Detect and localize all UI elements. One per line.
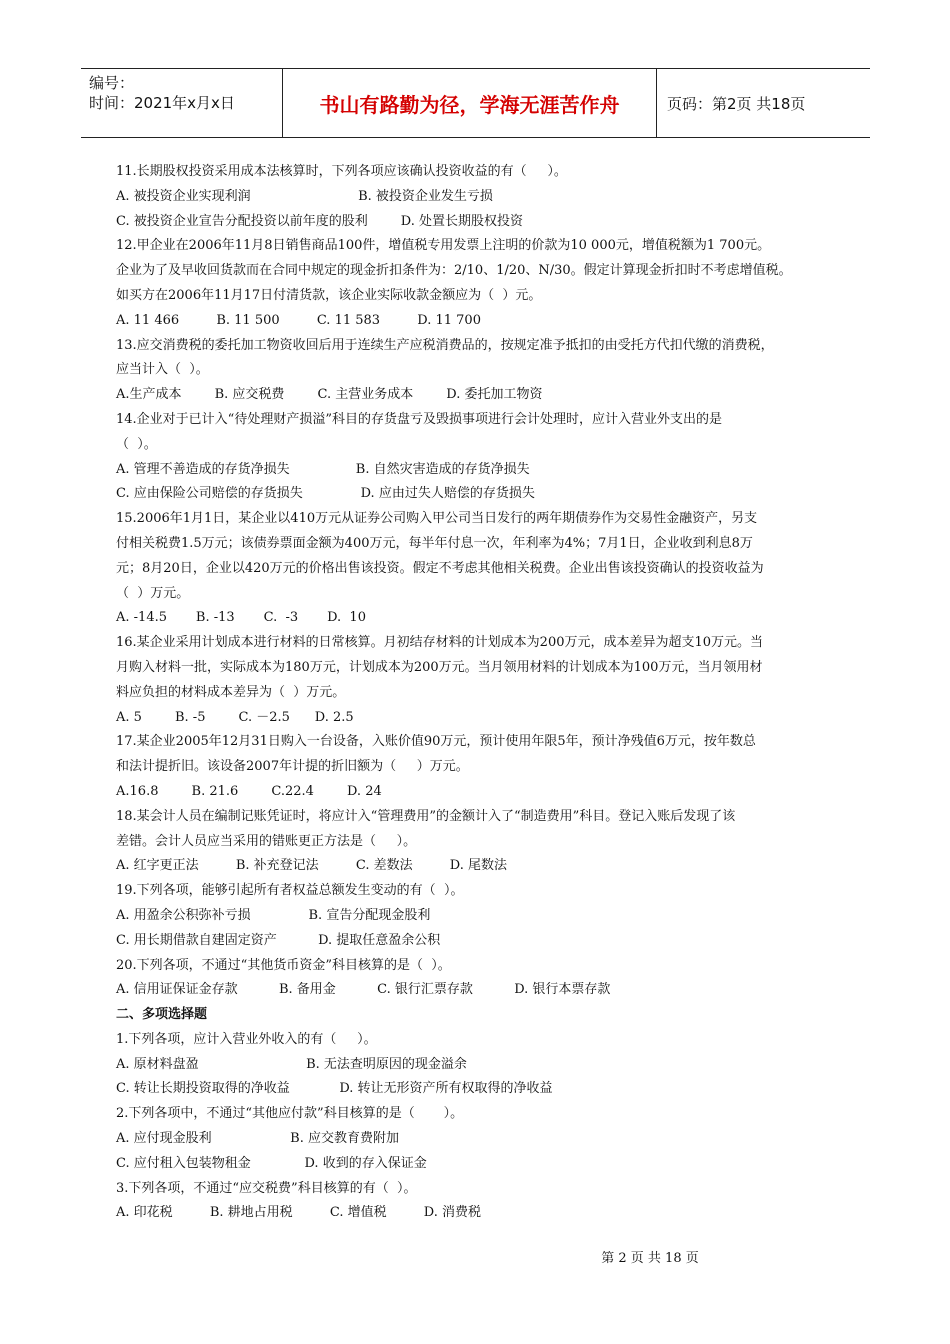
text-line: A. 用盈余公积弥补亏损 B. 宣告分配现金股利 bbox=[116, 907, 431, 923]
text-line: 16.某企业采用计划成本进行材料的日常核算。月初结存材料的计划成本为200万元，成本差异为超支10万元。当 bbox=[116, 635, 764, 651]
text-line: 付相关税费1.5万元；该债券票面金额为400万元，每半年付息一次，年利率为4%；7月1日，企业收到利息8万 bbox=[116, 535, 753, 551]
text-line: A. 11 466 B. 11 500 C. 11 583 D. 11 700 bbox=[116, 312, 481, 328]
text-line: 11.长期股权投资采用成本法核算时，下列各项应该确认投资收益的有（ ）。 bbox=[116, 164, 567, 179]
text-line: C. 应由保险公司赔偿的存货损失 D. 应由过失人赔偿的存货损失 bbox=[116, 486, 535, 502]
text-line: A. 5 B. -5 C. －2.5 D. 2.5 bbox=[116, 709, 354, 725]
text-line: 差错。会计人员应当采用的错账更正方法是（ ）。 bbox=[116, 833, 417, 849]
text-line: （ ）。 bbox=[116, 436, 157, 452]
text-line: 2.下列各项中，不通过“其他应付款”科目核算的是（ ）。 bbox=[116, 1106, 464, 1122]
text-line: A. 应付现金股利 B. 应交教育费附加 bbox=[116, 1131, 399, 1147]
text-line: A. 红字更正法 B. 补充登记法 C. 差数法 D. 尾数法 bbox=[116, 858, 508, 874]
text-line: 17.某企业2005年12月31日购入一台设备，入账价值90万元，预计使用年限5年，预计净残值6万元，按年数总 bbox=[116, 734, 756, 750]
text-line: A. 信用证保证金存款 B. 备用金 C. 银行汇票存款 D. 银行本票存款 bbox=[116, 982, 611, 998]
text-line: 13.应交消费税的委托加工物资收回后用于连续生产应税消费品的，按规定准予抵扣的由受托方代扣代缴的消费税， bbox=[116, 337, 774, 353]
text-line: 14.企业对于已计入“待处理财产损溢”科目的存货盘亏及毁损事项进行会计处理时，应计入营业外支出的是 bbox=[116, 411, 722, 427]
number-label: 编号： bbox=[89, 74, 135, 92]
text-line: 和法计提折旧。该设备2007年计提的折旧额为（ ）万元。 bbox=[116, 759, 469, 775]
text-line: A. 管理不善造成的存货净损失 B. 自然灾害造成的存货净损失 bbox=[116, 461, 530, 477]
text-line: 1.下列各项，应计入营业外收入的有（ ）。 bbox=[116, 1031, 377, 1047]
text-line: （ ）万元。 bbox=[116, 585, 190, 601]
text-line: 12.甲企业在2006年11月8日销售商品100件，增值税专用发票上注明的价款为10 000元，增值税额为1 700元。 bbox=[116, 238, 771, 254]
text-line: 企业为了及早收回货款而在合同中规定的现金折扣条件为：2/10、1/20、N/30。假定计算现金折扣时不考虑增值税。 bbox=[116, 263, 792, 279]
header-slogan: 书山有路勤为径，学海无涯苦作舟 bbox=[283, 69, 657, 137]
text-line: 如买方在2006年11月17日付清货款，该企业实际收款金额应为（ ）元。 bbox=[116, 287, 542, 303]
text-line: A. 被投资企业实现利润 B. 被投资企业发生亏损 bbox=[116, 188, 493, 204]
text-line: 15.2006年1月1日，某企业以410万元从证券公司购入甲公司当日发行的两年期债券作为交易性金融资产，另支 bbox=[116, 511, 758, 527]
text-line: 应当计入（ ）。 bbox=[116, 362, 209, 378]
text-line: 18.某会计人员在编制记账凭证时，将应计入“管理费用”的金额计入了“制造费用”科目。登记入账后发现了该 bbox=[116, 808, 736, 824]
text-line: A.16.8 B. 21.6 C.22.4 D. 24 bbox=[116, 783, 382, 799]
section-heading: 二、多项选择题 bbox=[116, 1007, 208, 1023]
text-line: 月购入材料一批，实际成本为180万元，计划成本为200万元。当月领用材料的计划成本为100万元，当月领用材 bbox=[116, 659, 763, 675]
text-line: A.生产成本 B. 应交税费 C. 主营业务成本 D. 委托加工物资 bbox=[116, 387, 543, 403]
page-header bbox=[81, 68, 870, 138]
text-line: C. 被投资企业宣告分配投资以前年度的股利 D. 处置长期股权投资 bbox=[116, 213, 524, 229]
text-line: 20.下列各项，不通过“其他货币资金”科目核算的是（ ）。 bbox=[116, 957, 451, 973]
header-meta bbox=[81, 69, 283, 137]
text-line: 元；8月20日，企业以420万元的价格出售该投资。假定不考虑其他相关税费。企业出售该投资确认的投资收益为 bbox=[116, 560, 764, 576]
text-line: C. 转让长期投资取得的净收益 D. 转让无形资产所有权取得的净收益 bbox=[116, 1081, 553, 1097]
document-body bbox=[116, 160, 836, 1226]
time-label: 时间：2021年x月x日 bbox=[89, 94, 235, 112]
text-line: A. -14.5 B. -13 C. -3 D. 10 bbox=[116, 610, 366, 626]
text-line: 料应负担的材料成本差异为（ ）万元。 bbox=[116, 684, 346, 700]
page-footer: 第 2 页 共 18 页 bbox=[601, 1251, 699, 1266]
text-line: A. 原材料盘盈 B. 无法查明原因的现金溢余 bbox=[116, 1056, 467, 1072]
text-line: C. 应付租入包装物租金 D. 收到的存入保证金 bbox=[116, 1155, 427, 1171]
text-line: C. 用长期借款自建固定资产 D. 提取任意盈余公积 bbox=[116, 932, 441, 948]
text-line: 19.下列各项，能够引起所有者权益总额发生变动的有（ ）。 bbox=[116, 883, 464, 899]
header-page-label: 页码：第2页 共18页 bbox=[667, 94, 806, 113]
text-line: 3.下列各项，不通过“应交税费”科目核算的有（ ）。 bbox=[116, 1180, 417, 1196]
text-line: A. 印花税 B. 耕地占用税 C. 增值税 D. 消费税 bbox=[116, 1205, 482, 1221]
